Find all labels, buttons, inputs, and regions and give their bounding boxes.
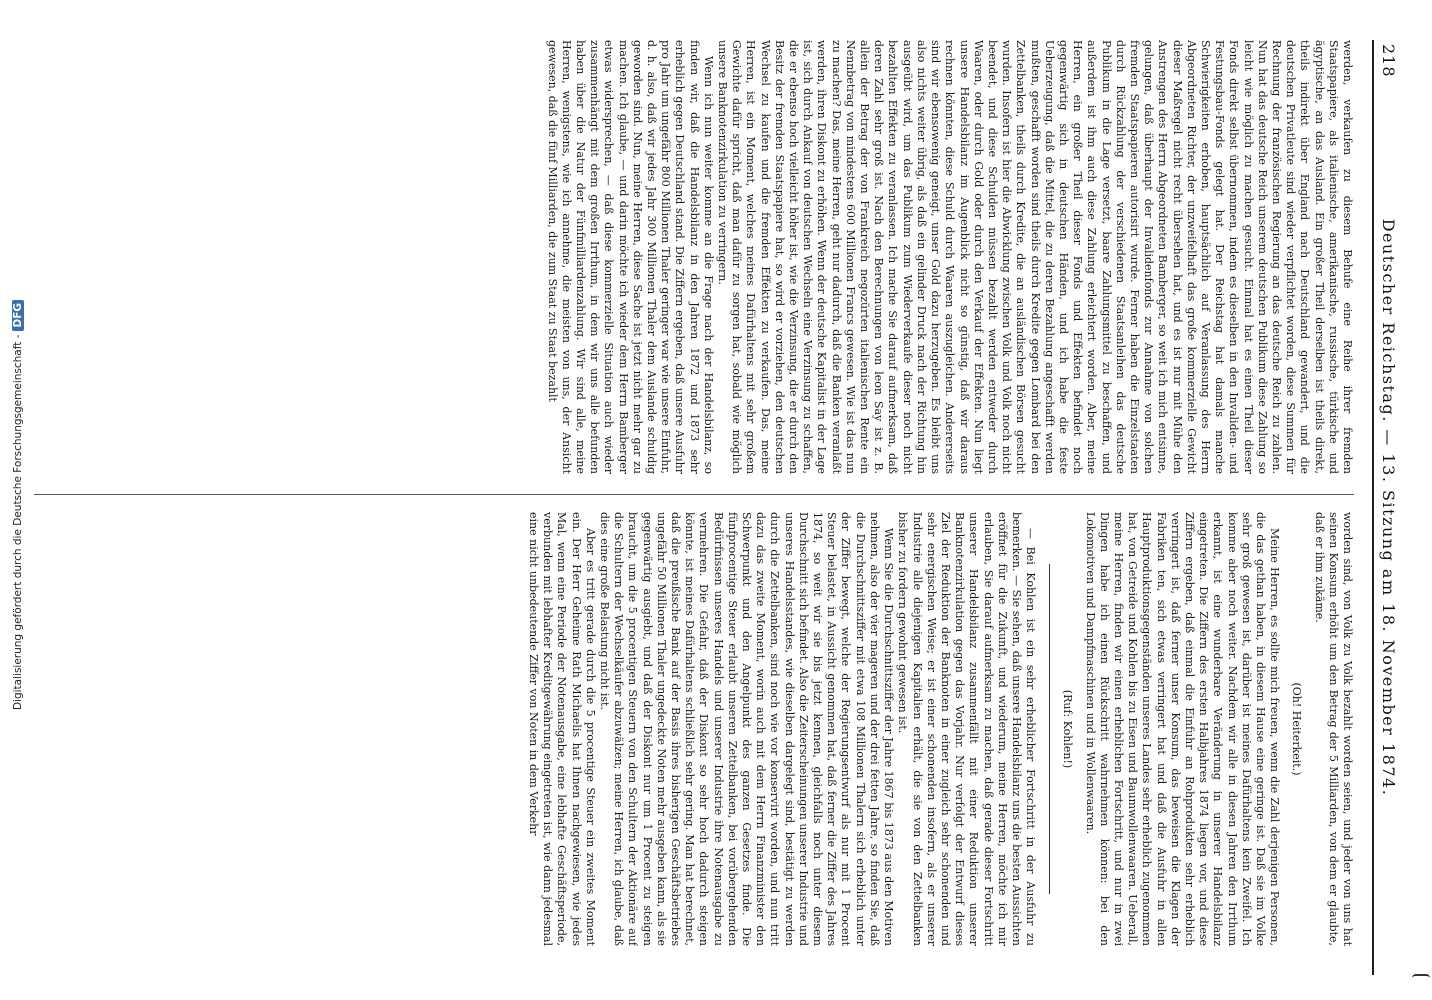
page-title: Deutscher Reichstag. — 13. Sitzung am 18. November 1874. [1379, 218, 1398, 797]
page-header [1372, 40, 1400, 975]
interjection-remark: (Ruf: Kohlen!) [1061, 689, 1075, 769]
digitization-credit [12, 300, 24, 990]
page-number: 218 [1379, 44, 1398, 78]
paragraph: werden, verkaufen zu diesem Behufe eine Reihe ihrer fremden Staatspapiere, als italienische, amerikanische, russische, türkische und ägyptische, an das Ausland. Ein großer Theil derselben ist theils direkt, theils indirekt über England nach Deutschland gewandert, und die deutschen Privatleute sind wieder verpflichtet worden, diese Summen für Rechnung der französischen Regierung an das deutsche Reich zu zahlen. Nun hat das deutsche Reich unserem deutschen Publikum diese Zahlung so leicht wie möglich zu machen gesucht. Einmal hat es einen Theil dieser Fonds direkt selbst übernommen, indem es dieselben in den Invaliden- und Festungsbau-Fonds gelegt hat. Der Reichstag hat damals manche Schwierigkeiten erhoben, hauptsächlich auf Veranlassung des Herrn Abgeordneten Richter, der unzweifelhaft das große kommerzielle Gewicht dieser Maßregel nicht recht übersehen hat, und es ist nur mit Mühe den Anstrengen des Herrn Abgeordneten Bamberger, so weit ich mich entsinne, gelungen, daß überhaupt der Invalidenfonds zur Annahme von solchen fremden Staatspapieren autorisirt wurde. Ferner haben die Einzelstaaten durch Rückzahlung der verschiedenen Staatsanleihen das deutsche Publikum in die Lage versetzt, baare Zahlungsmittel zu beschaffen, und außerdem ist ihm auch diese Zahlung erleichtert worden. Aber, meine Herren, ein großer Theil dieser Fonds und Effekten befindet noch gegenwärtig sich in deutschen Händen, und ich habe die feste Ueberzeugung, daß die Mittel, die zu deren Bezahlung angeschafft werden mußten, geschafft worden sind theils durch Kredite gegen Lombard bei den Zettelbanken, theils durch Kredite, die an ausländischen Börsen gesucht wurden. Insofern ist hier die Abwicklung zwischen Volk und Volk noch nicht beendet, und diese Schulden müssen bezahlt werden entweder durch Waaren, oder durch Gold oder durch den Verkauf der Effekten. Nun liegt unsere Handelsbilanz im Augenblick nicht so günstig, daß wir daraus rechnen könnten, diese Schuld durch Waaren auszugleichen. Andererseits sind wir ebensowenig geneigt, unser Gold dazu herzugeben. Es bleibt uns also nichts weiter übrig, als daß ein gelinder Druck nach der Richtung hin ausgeübt wird, um das Publikum zum Wiederverkaufe dieser noch nicht bezahlten Effekten zu veranlassen. Ich mache Sie darauf aufmerksam, daß deren Zahl sehr groß ist. Nach den Berechnungen von leon Say ist z. B. allein der Betrag der von Frankreich negozürten italienischen Rente ein Nennbetrag von mindestens 600 Millionen Francs gewesen. Wie ist das nun zu machen? Das, meine Herren, geht nur dadurch, daß die Banken veranlaßt werden, ihren Diskont zu erhöhen. Wenn der deutsche Kapitalist in der Lage ist, sich durch Ankauf von deutschen Wechseln eine Verzinsung zu schaffen, die er ebenso hoch vielleicht höher ist, wie die Verzinsung, die er durch den Besitz der fremden Staatspapiere hat, so wird er vorziehen, den deutschen Wechsel zu kaufen und die fremden Effekten zu verkaufen. Das, meine Herren, ist ein Moment, welches meines Dafürhaltens mit sehr großem Gewichte dafür spricht, daß man dafür zu sorgen hat, sobald wie möglich unsere Banknotenzirkulation zu verringern. [716, 40, 1354, 474]
paragraph: Aber es tritt gerade durch die 5 procentige Steuer ein zweites Moment ein. Der Herr Geheime Rath Michaelis hat Ihnen nachgewiesen, wie jedes Mal, wenn eine Periode der Notenausgabe, eine lebhafte Geschäftsperiode, verbunden mit lebhafter Kreditgewährung eingetreten ist, wie dann jedesmal eine nicht unbedeutende Ziffer von Noten in dem Verkehr [527, 512, 597, 946]
paragraph: Wenn ich nun weiter komme an die Frage nach der Handelsbilanz, so finden wir, daß die Handelsbilanz in den Jahren 1872 und 1873 sehr erheblich gegen Deutschland stand. Die Ziffern ergeben, daß unsere Ausfuhr pro Jahr um ungefähr 800 Millionen Thaler geringer war wie unsere Einfuhr, d. h. also, daß wir jedes Jahr 300 Millionen Thaler dem Auslande schuldig geworden sind. Nun, meine Herren, diese Sache ist jetzt nicht mehr gar zu machen. Ich glaube, — und darin möchte ich wieder dem Herrn Bamberger etwas widersprechen, — daß diese kommerzielle Situation auch wieder zusammenhängt mit dem großen Irrthum, in dem wir uns alle befunden haben über die Natur der Fünfmilliardenzahlung. Wir sind alle, meine Herren, wenigstens, wie ich annehme, die meisten von uns, der Ansicht gewesen, daß die fünf Milliarden, die zum Staat zu Staat bezahlt [545, 40, 715, 474]
dfg-logo-badge: DFG [12, 300, 24, 331]
paragraph: worden sind, von Volk zu Volk bezahlt worden seien, und jeder von uns hat seinen Konsum erhöht um den Betrag der 5 Milliarden, von dem er glaubte, daß er ihm zukäme. [1312, 512, 1354, 946]
paragraph: Meine Herren, es sollte mich freuen, wenn die Zahl derjenigen Personen, die das gethan haben, in diesem Hause eine geringe ist. Daß sie im Volke sehr groß gewesen ist, darüber ist meines Dafürhaltens kein Zweifel. Ich komme aber noch weiter. Nachdem wir alle in diesen Jahren den Irrthum erkannt, ist eine wunderbare Veränderung in unserer Handelsbilanz eingetreten. Die Ziffern des ersten Halbjahres 1874 liegen vor, und diese Ziffern ergeben, daß einmal die Einfuhr an Rohprodukten sehr erheblich verringert ist, daß ferner unser Konsum, das beweisen die Klagen der Fabriken ten, sich etwas verringert hat und daß die Ausfuhr in allen Hauptproduktionsgegenständen unseres Landes sehr erheblich zugenommen hat, von Getreide und Kohlen bis zu Eisen und Baumwollenwaaren. Ueberall, meine Herren, finden wir einen erheblichen Fortschritt, und nur in zwei Dingen habe ich einen Rückschritt wahrnehmen können: bei den Lokomotiven und Dampfmaschinen und in Wollenwaaren. [1083, 512, 1282, 946]
section-separator [1049, 564, 1050, 894]
interjection-remark: (Oh! Heiterkeit.) [1290, 682, 1304, 776]
column-divider [34, 494, 1354, 495]
paragraph: Wenn Sie die Durchschnittsziffer der Jahre 1867 bis 1873 aus den Motiven nehmen, also der vier mageren und der drei fetten Jahre, so finden Sie, daß die Durchschnittsziffer mit etwa 108 Millionen Thalern sich erheblich unter der Ziffer bewegt, welche der Regierungsentwurf als nur mit 1 Procent Steuer belastet, in Aussicht genommen hat, daß ferner die Ziffer des Jahres 1874, so weit wir sie bis jetzt kennen, gleichfalls noch unter diesem Durchschnitt sich befindet. Also die Zeiterscheinungen unserer Industrie und unseres Handelsstandes, wie dieselben dargelegt sind, bestätigt zu werden durch die Zettelbanken, sind noch wie vor konservirt worden, und nun tritt dazu das zweite Moment, worin auch mit dem Herrn Finanzminister den Schwerpunkt und den Angelpunkt des ganzen Gesetzes finde. Die fünfprocentige Steuer erlaubt unseren Zettelbanken, bei vorübergehenden Bedürfnissen unseres Handels und unserer Industrie ihre Notenausgabe zu vermehren. Die Gefahr, daß der Diskont so sehr hoch dadurch steigen könnte, ist meines Dafürhaltens schließlich sehr gering. Man hat berechnet, daß die preußische Bank auf der Basis ihres bisherigen Geschäftsbetriebes ungefähr 50 Millionen Thaler ungedeckte Noten mehr ausgeben kann, als sie gegenwärtig ausgiebt, und daß der Diskont nur um 1 Procent zu steigen braucht, um die 5 procentigen Steuern von den Schultern der Aktionäre auf die Schultern der Wechselkäufer abzuwälzen; meine Herren, ich glaube, daß dies eine große Belastung nicht ist. [598, 512, 896, 946]
margin-mark [1412, 974, 1430, 984]
text-column-right [34, 512, 1354, 946]
paragraph: — Bei Kohlen ist ein sehr erheblicher Fortschritt in der Ausfuhr zu bemerken. — Sie sehen, daß unsere Handelsbilanz uns die besten Aussichten eröffnet für die Zukunft, und wiederum, meine Herren, möchte ich mir erlauben, Sie darauf aufmerksam zu machen, daß gerade dieser Fortschritt unserer Handelsbilanz zusammenfällt mit einer Reduktion unserer Banknotenzirkulation gegen das Vorjahr. Nur verfolgt der Entwurf dieses Ziel der Reduktion der Banknoten in einer zugleich sehr schonenden und sehr energischen Weise; er ist einer schonenden insofern, als er unserer Industrie alle diejenigen Kapitalien erhält, die sie von den Zettelbanken bisher zu fordern gewohnt gewesen ist. [896, 512, 1038, 946]
credit-text: Digitalisierung gefördert durch die Deutsche Forschungsgemeinschaft - [12, 334, 24, 711]
text-column-left [34, 40, 1354, 474]
